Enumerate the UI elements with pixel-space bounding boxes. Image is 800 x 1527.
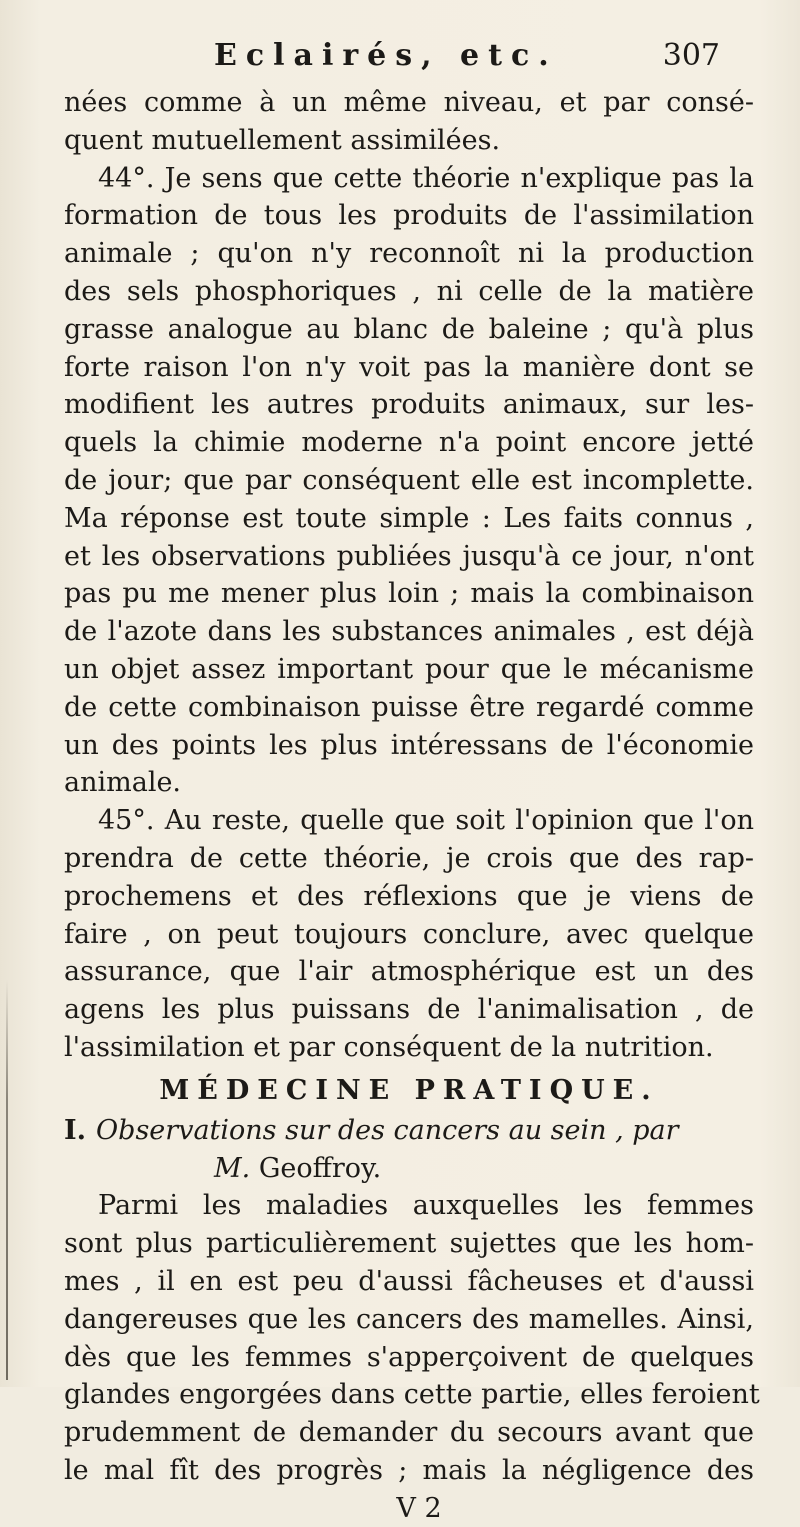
text-line: de jour; que par conséquent elle est incomplette. xyxy=(64,464,754,496)
article-heading xyxy=(64,1112,754,1150)
text-line: des sels phosphoriques , ni celle de la matière xyxy=(64,275,754,307)
article-author-line xyxy=(64,1150,754,1188)
text-line: un objet assez important pour que le mécanisme xyxy=(64,653,754,685)
article-number: I. xyxy=(64,1114,87,1146)
text-line: prudemment de demander du secours avant que xyxy=(64,1417,754,1449)
text-line: quent mutuellement assimilées. xyxy=(64,124,501,156)
text-line: animale ; qu'on n'y reconnoît ni la production xyxy=(64,238,754,270)
running-title: Eclairés, etc. xyxy=(214,38,558,73)
section-title: MÉDECINE PRATIQUE. xyxy=(159,1074,659,1106)
text-line: et les observations publiées jusqu'à ce jour, n'ont xyxy=(64,540,754,572)
text-line: Ma réponse est toute simple : Les faits connus , xyxy=(64,502,754,534)
text-line: Parmi les maladies auxquelles les femmes xyxy=(98,1190,754,1222)
text-line: mes , il en est peu d'aussi fâcheuses et d'aussi xyxy=(64,1265,754,1297)
text-line: agens les plus puissans de l'animalisation , de xyxy=(64,994,754,1026)
author-title: M. xyxy=(214,1152,251,1184)
body-text xyxy=(64,84,760,1527)
text-line: animale. xyxy=(64,767,182,799)
page-header xyxy=(160,38,720,82)
text-line: de cette combinaison puisse être regardé comme xyxy=(64,691,754,723)
text-line: 44°. Je sens que cette théorie n'explique pas la xyxy=(98,162,754,194)
text-line: grasse analogue au blanc de baleine ; qu'à plus xyxy=(64,313,754,345)
text-line: faire , on peut toujours conclure, avec quelque xyxy=(64,918,754,950)
text-line: l'assimilation et par conséquent de la nutrition. xyxy=(64,1031,714,1063)
text-line: glandes engorgées dans cette partie, elles feroient xyxy=(64,1379,760,1411)
text-line: formation de tous les produits de l'assimilation xyxy=(64,200,754,232)
text-line: prendra de cette théorie, je crois que des rap- xyxy=(64,842,754,874)
page-number: 307 xyxy=(662,38,720,73)
text-line: forte raison l'on n'y voit pas la manière dont se xyxy=(64,351,754,383)
text-line: sont plus particulièrement sujettes que les hom- xyxy=(64,1228,754,1260)
text-line: 45°. Au reste, quelle que soit l'opinion que l'on xyxy=(98,805,754,837)
text-line: de l'azote dans les substances animales , est déjà xyxy=(64,616,754,648)
text-line: prochemens et des réflexions que je viens de xyxy=(64,880,754,912)
article-author: Geoffroy. xyxy=(258,1152,382,1184)
binding-shadow xyxy=(6,980,8,1380)
text-line: nées comme à un même niveau, et par consé- xyxy=(64,87,754,118)
text-line: un des points les plus intéressans de l'économie xyxy=(64,729,754,761)
signature-mark: V 2 xyxy=(396,1492,442,1524)
text-line: le mal fît des progrès ; mais la négligence des xyxy=(64,1454,754,1486)
text-line: quels la chimie moderne n'a point encore jetté xyxy=(64,427,754,459)
text-line: dès que les femmes s'apperçoivent de quelques xyxy=(64,1341,754,1373)
text-line: dangereuses que les cancers des mamelles. Ainsi, xyxy=(64,1303,754,1335)
article-title: Observations sur des cancers au sein , par xyxy=(96,1114,679,1146)
text-line: modifient les autres produits animaux, sur les- xyxy=(64,389,754,421)
text-line: pas pu me mener plus loin ; mais la combinaison xyxy=(64,578,754,610)
text-line: assurance, que l'air atmosphérique est un des xyxy=(64,956,754,988)
